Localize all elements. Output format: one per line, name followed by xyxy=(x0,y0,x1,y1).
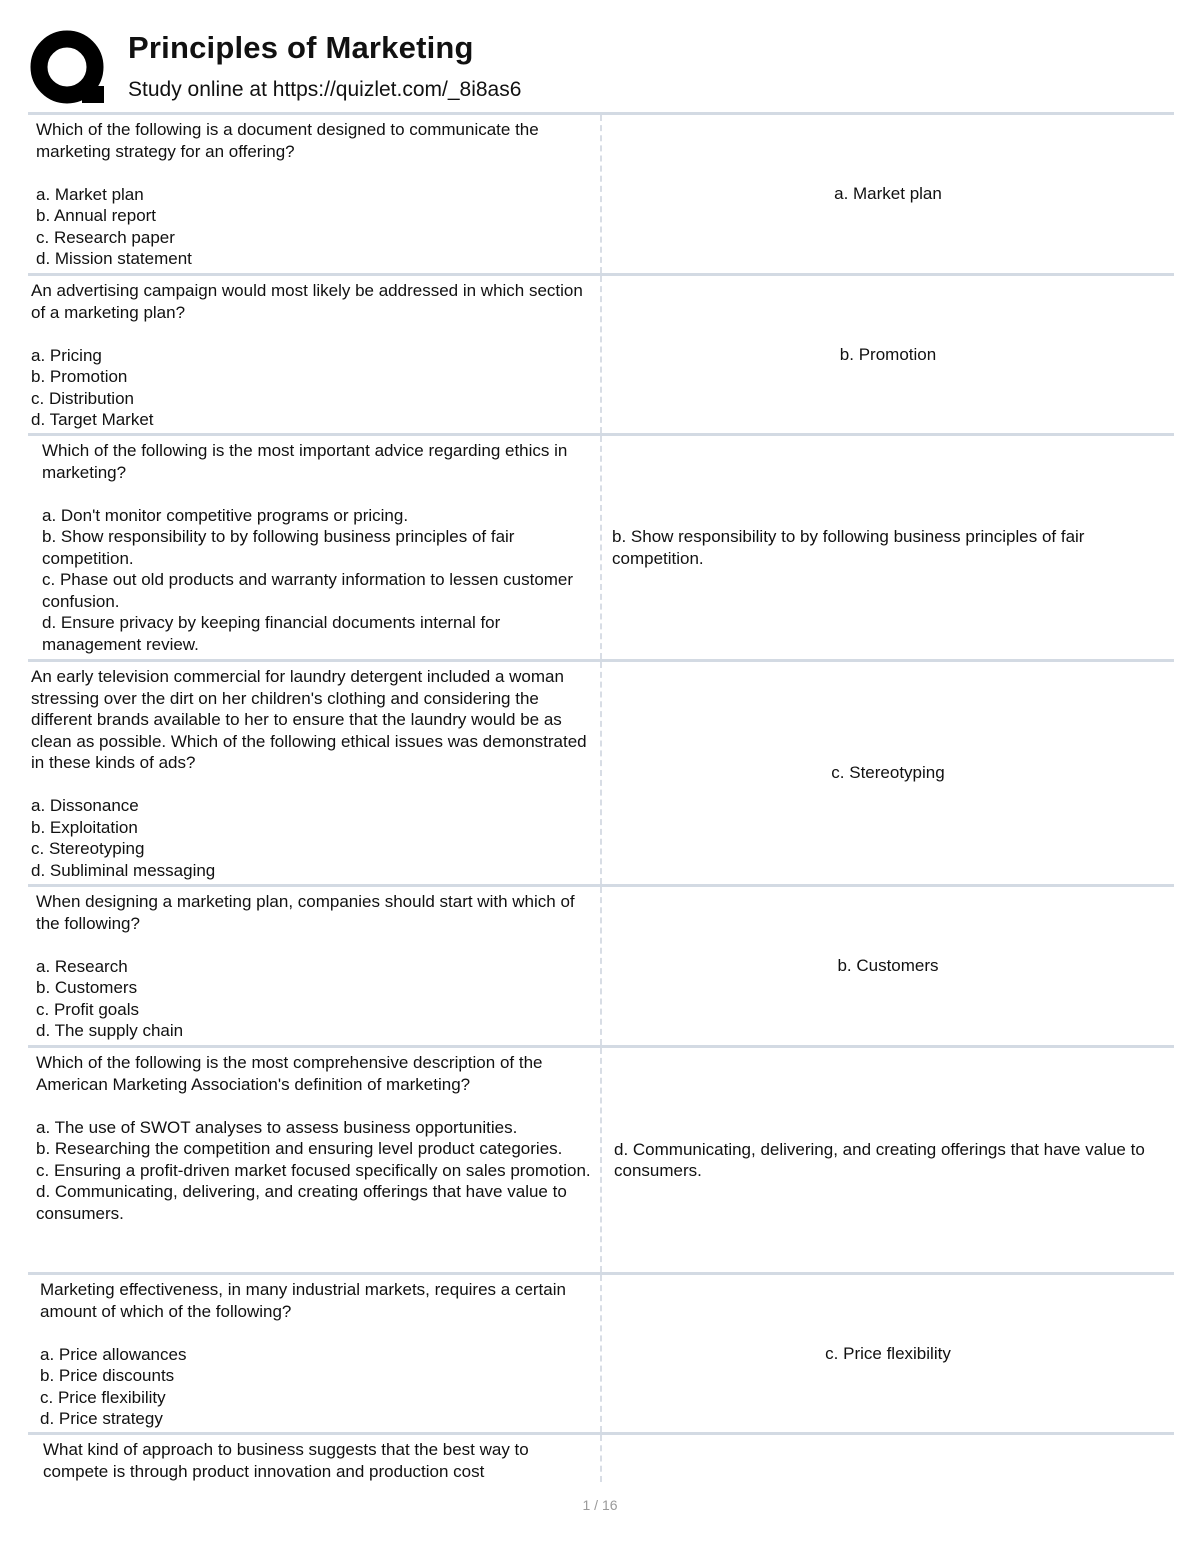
flashcard-row xyxy=(28,659,1174,884)
question-text: Which of the following is a document designed to communicate the marketing strategy for an offering? a. Market plan b. Annual report c. Research paper d. Mission statement xyxy=(28,115,602,273)
flashcard-list xyxy=(28,112,1174,1482)
question-text: Which of the following is the most comprehensive description of the American Marketing Association's definition of marketing? a. The use of SWOT analyses to assess business opportunities. b. Researching the competition and ensuring level product categories. c. Ensuring a profit-driven market focused specifically on sales promotion. d. Communicating, delivering, and creating offerings that have value to consumers. xyxy=(28,1048,602,1272)
question-text: An advertising campaign would most likely be addressed in which section of a marketing plan? a. Pricing b. Promotion c. Distribution d. Target Market xyxy=(28,276,602,433)
answer-text: b. Show responsibility to by following business principles of fair competition. xyxy=(612,527,1085,568)
flashcard-row xyxy=(28,433,1174,659)
flashcard-row xyxy=(28,1272,1174,1432)
flashcard-row xyxy=(28,1432,1174,1482)
answer-text xyxy=(602,1435,1174,1482)
question-text: Which of the following is the most important advice regarding ethics in marketing? a. Don't monitor competitive programs or pricing. b. Show responsibility to by following business principles of fair competition. c. Phase out old products and warranty information to lessen customer confusion. d. Ensure privacy by keeping financial documents internal for management review. xyxy=(28,436,602,659)
flashcard-row xyxy=(28,112,1174,273)
document-header xyxy=(0,0,1200,112)
quizlet-logo-icon xyxy=(30,30,106,106)
answer-text: a. Market plan xyxy=(834,184,942,204)
question-text: When designing a marketing plan, companies should start with which of the following? a. Research b. Customers c. Profit goals d. The supply chain xyxy=(28,887,602,1045)
question-text: An early television commercial for laundry detergent included a woman stressing over the dirt on her children's clothing and considering the different brands available to her to ensure that the laundry would be as clean as possible. Which of the following ethical issues was demonstrated in these kinds of ads? a. Dissonance b. Exploitation c. Stereotyping d. Subliminal messaging xyxy=(28,662,602,884)
document-title: Principles of Marketing xyxy=(128,30,474,65)
answer-text: b. Promotion xyxy=(839,344,937,364)
question-text: Marketing effectiveness, in many industrial markets, requires a certain amount of which of the following? a. Price allowances b. Price discounts c. Price flexibility d. Price strategy xyxy=(28,1275,602,1432)
answer-text: c. Price flexibility xyxy=(825,1343,951,1363)
question-text: What kind of approach to business suggests that the best way to compete is through product innovation and production cost xyxy=(28,1435,602,1482)
page-number: 1 / 16 xyxy=(582,1497,618,1513)
answer-text: c. Stereotyping xyxy=(831,763,945,783)
flashcard-row xyxy=(28,884,1174,1045)
flashcard-row xyxy=(28,1045,1174,1272)
answer-text: b. Customers xyxy=(837,956,939,976)
study-link[interactable]: Study online at https://quizlet.com/_8i8as6 xyxy=(128,78,522,101)
flashcard-row xyxy=(28,273,1174,433)
answer-text: d. Communicating, delivering, and creating offerings that have value to consumers. xyxy=(614,1139,1145,1180)
